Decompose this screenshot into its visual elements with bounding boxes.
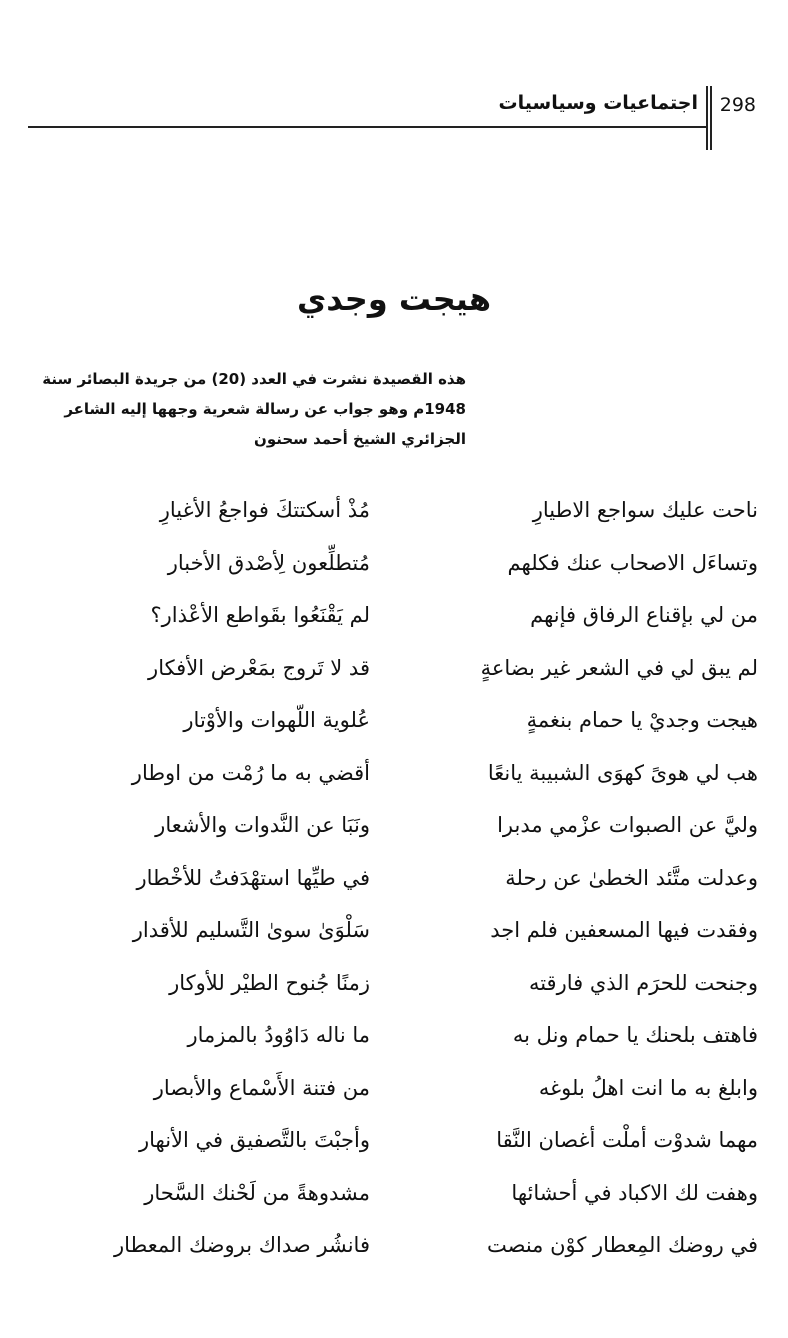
intro-note bbox=[42, 364, 466, 454]
verse-row bbox=[30, 1225, 758, 1278]
verse-row bbox=[30, 1068, 758, 1121]
verse-first-half: وهفت لك الاكباد في أحشائها bbox=[511, 1180, 758, 1205]
verse-first-half: ناحت عليك سواجع الاطيارِ bbox=[532, 498, 758, 522]
verse-second-half: عُلوية اللّهوات والأوْتار bbox=[183, 708, 370, 732]
verse-row bbox=[30, 543, 758, 596]
verse-first-half: هب لي هوىً كهوَى الشبيبة يانعًا bbox=[487, 760, 758, 785]
page-number: 298 bbox=[719, 94, 756, 116]
verse-second-half: زمنًا جُنوح الطيْر للأوكار bbox=[169, 970, 370, 995]
verse-first-half: وجنحت للحرَم الذي فارقته bbox=[528, 970, 758, 995]
verse-first-half: وعدلت متَّئد الخطىٰ عن رحلة bbox=[505, 865, 758, 890]
verse-row bbox=[30, 595, 758, 648]
poem-title: هيجت وجدي bbox=[296, 280, 492, 318]
verse-first-half: هيجت وجديْ يا حمام بنغمةٍ bbox=[526, 708, 758, 732]
running-header bbox=[28, 86, 756, 132]
header-rule bbox=[28, 126, 706, 128]
verse-first-half: فاهتف بلحنك يا حمام ونل به bbox=[512, 1023, 758, 1047]
verse-first-half: في روضك المِعطار كوْن منصت bbox=[486, 1233, 758, 1257]
verse-first-half: وفقدت فيها المسعفين فلم اجد bbox=[490, 918, 758, 942]
intro-line: 1948م وهو جواب عن رسالة شعرية وجهها إليه الشاعر bbox=[64, 400, 466, 418]
verse-row bbox=[30, 700, 758, 753]
header-separator bbox=[706, 86, 712, 150]
poem-verses bbox=[30, 490, 758, 1278]
verse-second-half: مُتطلِّعون لِأصْدق الأخبار bbox=[167, 550, 370, 575]
verse-second-half: ما ناله دَاوُودُ بالمزمار bbox=[187, 1023, 370, 1047]
verse-second-half: سَلْوَىٰ سوىٰ التَّسليم للأقدار bbox=[132, 918, 370, 942]
intro-line: الجزائري الشيخ أحمد سحنون bbox=[254, 430, 466, 448]
verse-second-half: أقضي به ما رُمْت من اوطار bbox=[131, 760, 370, 785]
verse-row bbox=[30, 1120, 758, 1173]
verse-second-half: من فتنة الأَسْماع والأبصار bbox=[153, 1075, 370, 1100]
verse-first-half: وتساءَل الاصحاب عنك فكلهم bbox=[507, 550, 758, 575]
verse-row bbox=[30, 1173, 758, 1226]
verse-second-half: وأجبْتَ بالتَّصفيق في الأنهار bbox=[138, 1128, 370, 1152]
book-title: اجتماعيات وسياسيات bbox=[498, 92, 698, 114]
verse-row bbox=[30, 963, 758, 1016]
verse-first-half: وابلغ به ما انت اهلُ بلوغه bbox=[538, 1075, 758, 1100]
verse-second-half: لم يَقْنَعُوا بقَواطع الأعْذار؟ bbox=[150, 603, 370, 627]
verse-row bbox=[30, 490, 758, 543]
verse-row bbox=[30, 1015, 758, 1068]
verse-second-half: مشدوهةً من لَحْنك السَّحار bbox=[144, 1180, 370, 1205]
verse-second-half: مُذْ أسكتتكَ فواجعُ الأغيارِ bbox=[159, 498, 370, 522]
verse-first-half: مهما شدوْت أملْت أغصان النَّقا bbox=[496, 1128, 758, 1152]
verse-first-half: من لي بإقناع الرفاق فإنهم bbox=[530, 603, 758, 627]
verse-row bbox=[30, 910, 758, 963]
intro-line: هذه القصيدة نشرت في العدد (20) من جريدة البصائر سنة bbox=[42, 370, 466, 388]
verse-row bbox=[30, 805, 758, 858]
verse-first-half: وليَّ عن الصبوات عزْمي مدبرا bbox=[497, 813, 758, 837]
verse-row bbox=[30, 753, 758, 806]
verse-row bbox=[30, 858, 758, 911]
verse-second-half: في طيِّها استهْدَفتُ للأخْطار bbox=[136, 865, 370, 890]
verse-first-half: لم يبق لي في الشعر غير بضاعةٍ bbox=[480, 655, 758, 680]
verse-second-half: فانشُر صداك بروضك المعطار bbox=[114, 1233, 370, 1257]
verse-row bbox=[30, 648, 758, 701]
verse-second-half: ونَبَا عن النَّدوات والأشعار bbox=[155, 813, 370, 837]
verse-second-half: قد لا تَروج بمَعْرض الأفكار bbox=[148, 655, 370, 680]
